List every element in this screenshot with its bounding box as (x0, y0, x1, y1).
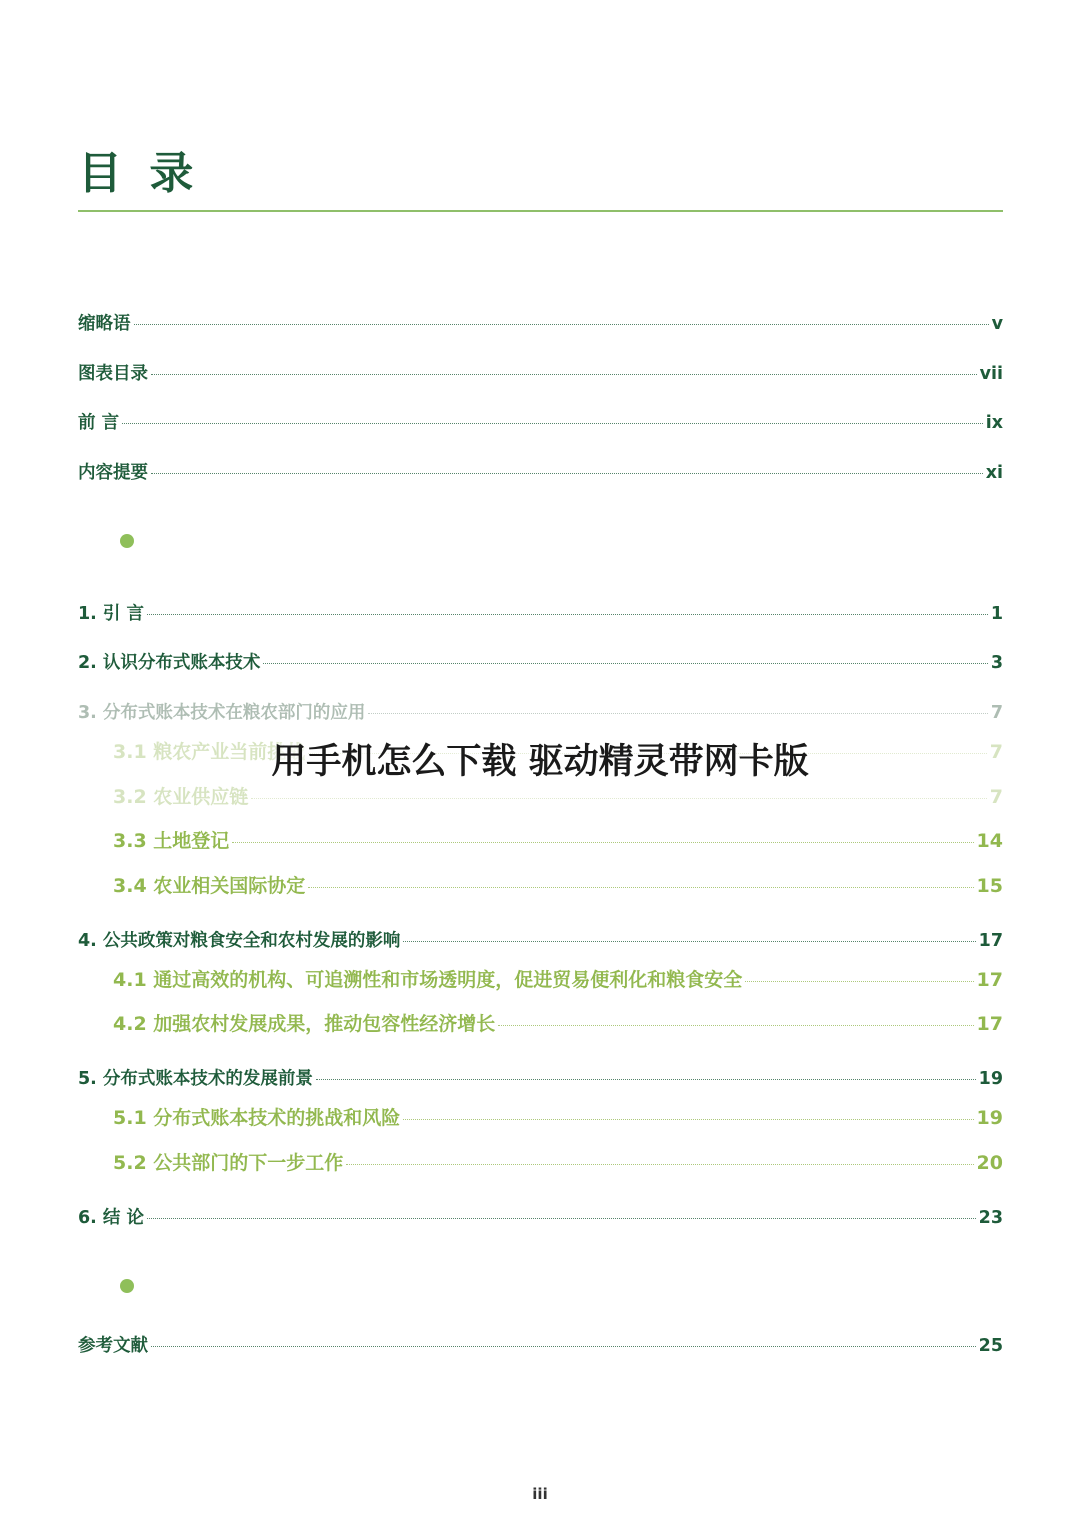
page-title: 目 录 (78, 148, 200, 199)
toc-entry-section-4-1[interactable] (113, 965, 1003, 995)
toc-entry-chapter-3[interactable] (78, 698, 1003, 728)
section-bullet-dot (120, 1279, 134, 1293)
toc-entry-page: 23 (978, 1208, 1003, 1228)
dot-leader (308, 887, 973, 888)
toc-entry-page: 17 (976, 969, 1003, 991)
toc-entry-label: 参考文献 (78, 1336, 148, 1356)
dot-leader (232, 842, 973, 843)
dot-leader (346, 1164, 973, 1165)
toc-entry-label: 1. 引 言 (78, 604, 145, 624)
toc-entry-label: 3. 分布式账本技术在粮农部门的应用 (78, 703, 366, 723)
toc-entry-page: 3 (990, 653, 1003, 673)
toc-entry-chapter-5[interactable] (78, 1064, 1003, 1094)
toc-entry-label: 4.2 加强农村发展成果，推动包容性经济增长 (113, 1013, 496, 1035)
toc-entry-label: 2. 认识分布式账本技术 (78, 653, 261, 673)
dot-leader (151, 473, 983, 474)
toc-entry-label: 5.1 分布式账本技术的挑战和风险 (113, 1107, 401, 1129)
overlay-caption: 用手机怎么下载 驱动精灵带网卡版 (271, 742, 809, 782)
toc-entry-page: 14 (976, 830, 1003, 852)
dot-leader (745, 981, 973, 982)
toc-entry-label: 内容提要 (78, 463, 148, 483)
toc-entry-section-4-2[interactable] (113, 1009, 1003, 1039)
toc-entry-chapter-2[interactable] (78, 648, 1003, 678)
toc-entry-figures-list[interactable] (78, 359, 1003, 389)
toc-entry-section-3-2[interactable] (113, 782, 1003, 812)
toc-entry-label: 3.4 农业相关国际协定 (113, 875, 306, 897)
toc-entry-label: 缩略语 (78, 314, 131, 334)
toc-entry-page: 7 (989, 741, 1003, 763)
toc-entry-page: vii (979, 364, 1003, 384)
toc-entry-page: 15 (976, 875, 1003, 897)
dot-leader (368, 713, 987, 714)
toc-entry-section-3-3[interactable] (113, 826, 1003, 856)
dot-leader (147, 1218, 976, 1219)
toc-entry-page: 19 (976, 1107, 1003, 1129)
dot-leader (263, 663, 987, 664)
toc-entry-page: 25 (978, 1336, 1003, 1356)
dot-leader (147, 614, 988, 615)
toc-entry-page: 17 (976, 1013, 1003, 1035)
toc-entry-references[interactable] (78, 1331, 1003, 1361)
toc-entry-label: 前 言 (78, 413, 120, 433)
dot-leader (403, 941, 975, 942)
toc-entry-summary[interactable] (78, 458, 1003, 488)
toc-entry-label: 3.3 土地登记 (113, 830, 230, 852)
dot-leader (151, 374, 977, 375)
toc-entry-label: 图表目录 (78, 364, 148, 384)
toc-entry-label: 5.2 公共部门的下一步工作 (113, 1152, 344, 1174)
toc-entry-chapter-1[interactable] (78, 599, 1003, 629)
toc-entry-label: 6. 结 论 (78, 1208, 145, 1228)
dot-leader (151, 1346, 976, 1347)
dot-leader (316, 1079, 976, 1080)
toc-entry-label: 3.1 粮农产业当前挑战 (113, 741, 306, 763)
toc-entry-page: ix (985, 413, 1003, 433)
toc-entry-section-5-2[interactable] (113, 1148, 1003, 1178)
dot-leader (498, 1025, 973, 1026)
toc-entry-preface[interactable] (78, 408, 1003, 438)
toc-entry-page: 1 (990, 604, 1003, 624)
dot-leader (403, 1119, 973, 1120)
toc-entry-page: 7 (989, 786, 1003, 808)
toc-entry-label: 3.2 农业供应链 (113, 786, 249, 808)
toc-entry-label: 4.1 通过高效的机构、可追溯性和市场透明度，促进贸易便利化和粮食安全 (113, 969, 743, 991)
dot-leader (134, 324, 989, 325)
toc-entry-page: 19 (978, 1069, 1003, 1089)
dot-leader (251, 798, 986, 799)
toc-entry-label: 4. 公共政策对粮食安全和农村发展的影响 (78, 931, 401, 951)
toc-entry-chapter-6[interactable] (78, 1203, 1003, 1233)
toc-entry-page: 17 (978, 931, 1003, 951)
toc-entry-page: xi (985, 463, 1003, 483)
toc-entry-label: 5. 分布式账本技术的发展前景 (78, 1069, 313, 1089)
title-divider (78, 210, 1003, 212)
toc-entry-page: 20 (976, 1152, 1003, 1174)
section-bullet-dot (120, 534, 134, 548)
dot-leader (122, 423, 983, 424)
toc-entry-section-3-4[interactable] (113, 871, 1003, 901)
toc-entry-section-5-1[interactable] (113, 1103, 1003, 1133)
toc-entry-chapter-4[interactable] (78, 926, 1003, 956)
toc-entry-page: 7 (990, 703, 1003, 723)
page-number: iii (532, 1485, 548, 1503)
toc-entry-page: v (991, 314, 1003, 334)
toc-entry-abbreviations[interactable] (78, 309, 1003, 339)
